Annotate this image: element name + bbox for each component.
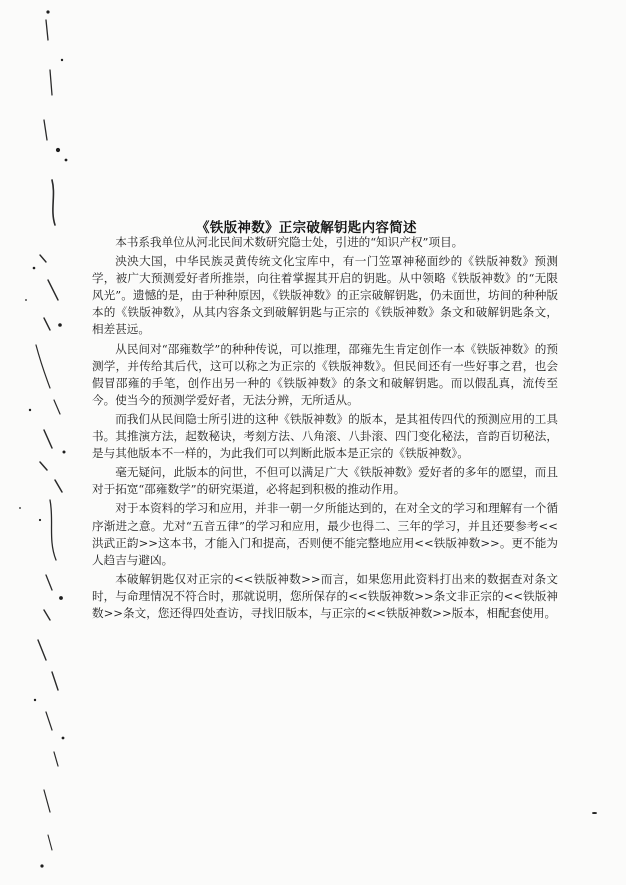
binding-edge-scan-noise — [0, 0, 70, 885]
scan-speck — [592, 812, 597, 814]
paragraph: 本破解钥匙仅对正宗的<<铁版神数>>而言，如果您用此资料打出来的数据查对条文时，与命理情况不符合时，那就说明，您所保存的<<铁版神数>>条文非正宗的<<铁版神数>>条文，您还得四处查访，寻找旧版本，与正宗的<<铁版神数>>版本，相配套使用。 — [92, 571, 558, 620]
paragraph: 从民间对“邵雍数学”的种种传说，可以推理，邵雍先生肯定创作一本《铁版神数》的预测学，并传给其后代，这可以称之为正宗的《铁版神数》。但民间还有一些好事之君，也会假冒邵雍的手笔，创作出另一种的《铁版神数》的条文和破解钥匙。而以假乱真，流传至今。使当今的预测学爱好者，无法分辨，无所适从。 — [92, 341, 558, 407]
paragraph: 泱泱大国，中华民族灵黄传统文化宝库中，有一门笠罩神秘面纱的《铁版神数》预测学，被广大预测爱好者所推崇，向往着掌握其开启的钥匙。从中领略《铁版神数》的“无限风光”。遗憾的是，由于种种原因，《铁版神数》的正宗破解钥匙，仍未面世，坊间的种种版本的《铁版神数》，从其内容条文到破解钥匙与正宗的《铁版神数》条文和破解钥匙条文，相差甚远。 — [92, 254, 558, 337]
paragraph: 本书系我单位从河北民间术数研究隐士处，引进的“知识产权”项目。 — [115, 235, 464, 249]
paragraph: 而我们从民间隐士所引进的这种《铁版神数》的版本，是其祖传四代的预测应用的工具书。其推演方法，起数秘诀，考刻方法、八角滚、八卦滚、四门变化秘法，音韵百切秘法，是与其他版本不一样的，为此我们可以判断此版本是正宗的《铁版神数》。 — [92, 411, 558, 461]
paragraph: 毫无疑问，此版本的问世，不但可以满足广大《铁版神数》爱好者的多年的愿望，而且对于拓宽“邵雍数学”的研究渠道，必将起到积极的推动作用。 — [92, 465, 558, 497]
document-body — [92, 234, 558, 622]
document-title: 《铁版神数》正宗破解钥匙内容简述 — [196, 220, 417, 236]
paragraph: 对于本资料的学习和应用，并非一朝一夕所能达到的，在对全文的学习和理解有一个循序渐进之意。尤对“五音五律”的学习和应用，最少也得二、三年的学习，并且还要参考<<洪武正韵>>这本书，才能入门和提高，否则便不能完整地应用<<铁版神数>>。更不能为人趋吉与避凶。 — [92, 501, 558, 567]
